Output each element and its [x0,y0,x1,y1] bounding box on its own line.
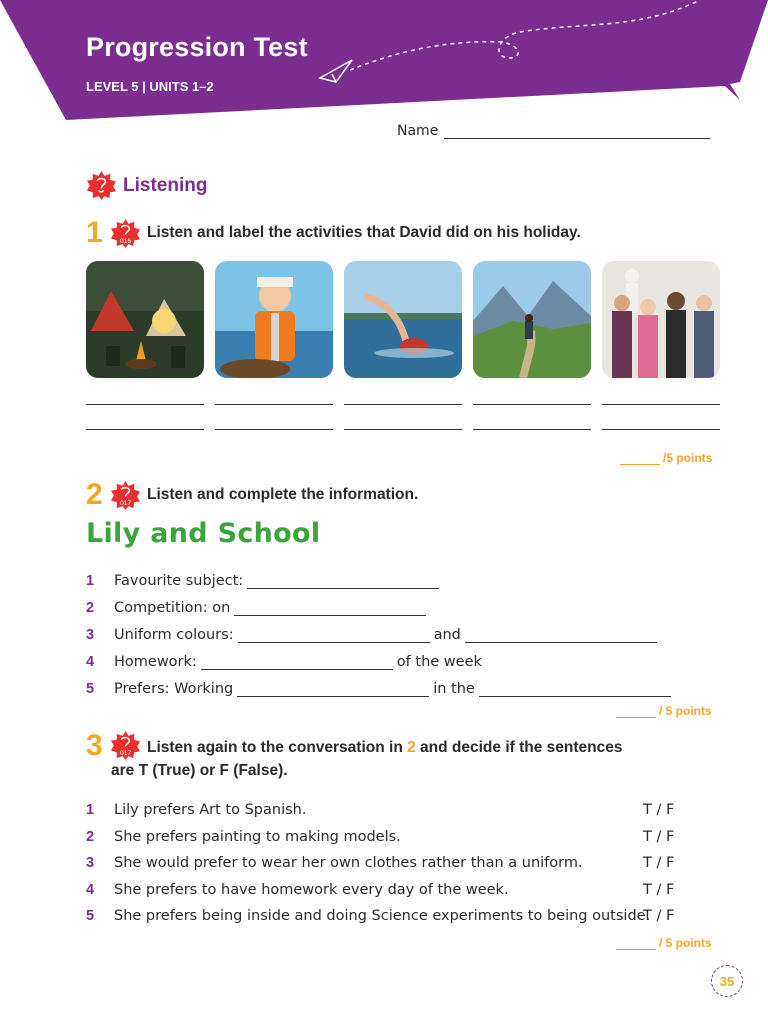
answer-line[interactable] [86,428,204,430]
list-item [86,616,675,643]
item-text: She would prefer to wear her own clothes rather than a uniform. [114,855,583,872]
header-banner [0,0,768,130]
item-suffix: of the week [396,654,482,670]
answer-blank[interactable] [465,628,657,643]
track-number-017: 017 [119,499,132,507]
list-item [86,797,686,824]
true-false-choice[interactable]: T / F [643,855,675,872]
exercise-3-number: 3 [86,729,103,762]
exercise-1-points [620,451,712,465]
answer-line[interactable] [473,403,591,405]
item-number: 1 [86,802,95,819]
points-label: / 5 points [659,704,712,718]
item-text: Lily prefers Art to Spanish. [114,802,307,819]
item-number: 1 [86,573,95,589]
section-label: Listening [123,174,208,196]
item-text: Favourite subject: [114,573,244,589]
exercise-2-instruction: Listen and complete the information. [147,486,419,503]
name-field[interactable] [444,123,710,139]
true-false-choice[interactable]: T / F [643,881,675,898]
list-item [86,903,686,930]
exercise-1-instruction: Listen and label the activities that David did on his holiday. [147,224,581,241]
answer-blank[interactable] [237,682,429,697]
girls-museum-photo [602,261,720,378]
lily-and-school-heading: Lily and School [86,518,321,549]
exercise-reference: 2 [407,739,416,756]
exercise-2-points [616,704,712,718]
track-number-017: 017 [119,750,132,758]
exercise-3-heading [86,730,622,782]
answer-line[interactable] [602,403,720,405]
page-title: Progression Test [86,32,308,62]
true-false-choice[interactable]: T / F [643,828,675,845]
answer-blank[interactable] [238,628,430,643]
exercise-3-points [616,936,712,950]
points-label: /5 points [663,451,713,465]
exercise-3-list [86,797,686,930]
exercise-2-number: 2 [86,478,103,511]
exercise-2-list [86,562,675,697]
item-number: 3 [86,855,95,872]
audio-track-badge-icon [110,730,141,761]
item-number: 4 [86,654,95,670]
list-item [86,850,686,877]
instruction-part: Listen again to the conversation in [147,739,408,756]
item-text: She prefers painting to making models. [114,828,401,845]
item-number: 3 [86,627,95,643]
campfire-tents-photo [86,261,204,378]
audio-track-badge-icon [110,218,141,249]
audio-track-badge-icon [110,480,141,511]
name-row [397,123,710,139]
list-item [86,824,686,851]
page-number: 35 [711,965,743,997]
item-number: 2 [86,828,95,845]
true-false-choice[interactable]: T / F [643,908,675,925]
points-label: / 5 points [659,936,712,950]
item-text: Prefers: Working [114,681,234,697]
item-text: Uniform colours: [114,627,234,643]
listening-section-heading [86,170,207,201]
hiker-mountains-photo [473,261,591,378]
boy-life-jacket-boat-photo [215,261,333,378]
track-number-016: 016 [119,237,132,245]
banner-shape [0,0,768,130]
answer-line[interactable] [602,428,720,430]
answer-blank[interactable] [201,655,393,670]
name-label: Name [397,123,439,139]
list-item [86,643,675,670]
answer-line[interactable] [86,403,204,405]
item-text: Competition: on [114,600,231,616]
item-number: 4 [86,881,95,898]
exercise-1-number: 1 [86,216,103,249]
item-text: She prefers being inside and doing Science experiments to being outside. [114,908,651,925]
listening-badge-icon [86,170,117,201]
answer-lines-row-2 [86,428,720,430]
list-item [86,670,675,697]
answer-blank[interactable] [247,574,439,589]
item-text: She prefers to have homework every day of the week. [114,881,509,898]
answer-line[interactable] [344,428,462,430]
list-item [86,589,675,616]
score-blank[interactable] [620,452,660,465]
item-connector: in the [433,681,475,697]
exercise-2-heading [86,478,418,512]
swimmer-lake-photo [344,261,462,378]
answer-blank[interactable] [479,682,671,697]
answer-line[interactable] [215,428,333,430]
level-units-label: LEVEL 5 | UNITS 1–2 [86,79,214,94]
answer-line[interactable] [473,428,591,430]
true-false-choice[interactable]: T / F [643,802,675,819]
list-item [86,877,686,904]
list-item [86,562,675,589]
answer-line[interactable] [215,403,333,405]
exercise-1-heading [86,216,581,250]
instruction-part: and decide if the sentences [415,739,623,756]
score-blank[interactable] [616,937,656,950]
instruction-part: are T (True) or F (False). [111,762,288,779]
answer-lines-row-1 [86,403,720,405]
item-connector: and [433,627,461,643]
answer-blank[interactable] [234,601,426,616]
item-number: 5 [86,681,95,697]
item-text: Homework: [114,654,197,670]
item-number: 2 [86,600,95,616]
answer-line[interactable] [344,403,462,405]
photo-row [86,261,720,378]
score-blank[interactable] [616,705,656,718]
item-number: 5 [86,908,95,925]
